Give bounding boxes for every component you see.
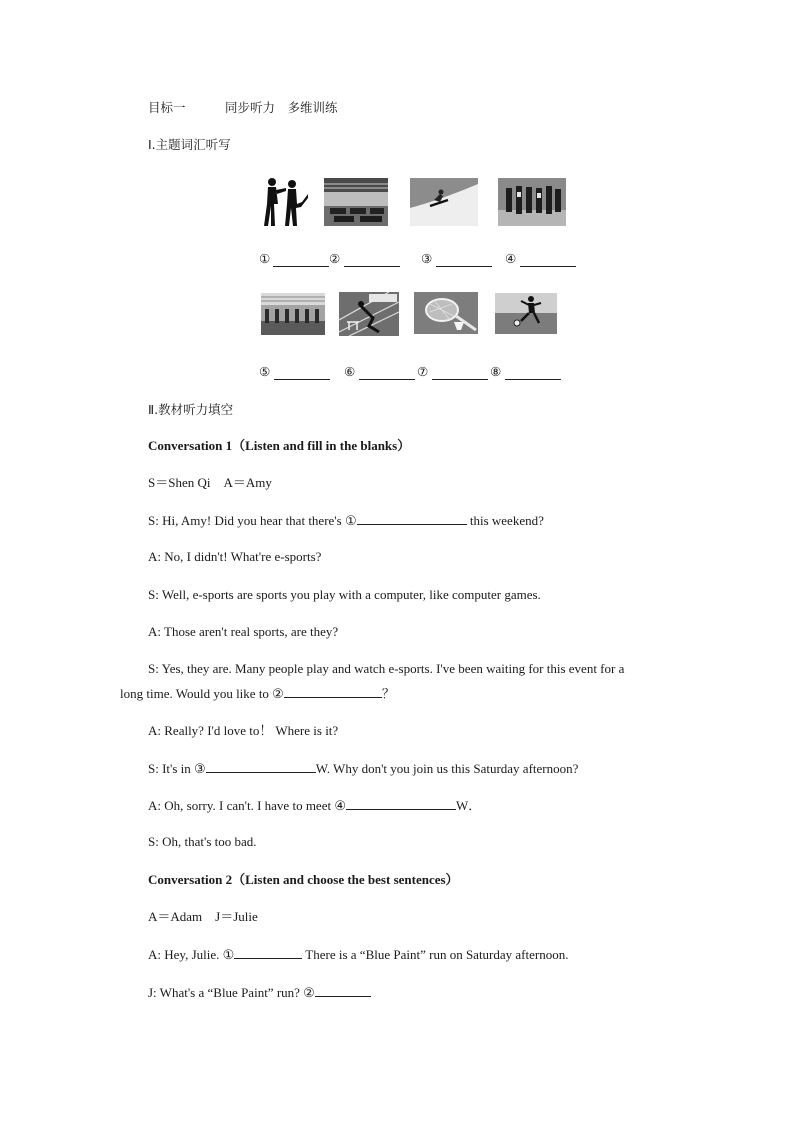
answer-blank-7[interactable] [432,367,488,380]
conversation2-speakers: A＝Adam J＝Julie [148,909,258,924]
conversation2-line-2: J: What's a “Blue Paint” run? ② [148,984,371,1001]
answer-blank-4[interactable] [520,254,576,267]
number-8: ⑧ [490,364,502,379]
conversation1-line-3: S: Well, e-sports are sports you play with a computer, like computer games. [148,587,541,602]
conversation1-line-6: long time. Would you like to ② ？ [120,686,395,701]
number-4: ④ [505,251,517,266]
answer-blank-5[interactable] [274,367,330,380]
number-3: ③ [421,251,433,266]
conversation1-line-2: A: No, I didn't! What're e-sports? [148,549,322,564]
conversation2-heading: Conversation 2（Listen and choose the best sentences） [148,872,459,887]
snowboarding-picture [410,178,478,226]
answer-blank-3[interactable] [436,254,492,267]
badminton-racket-picture [414,292,478,334]
hurdles-on-track-picture [339,292,399,336]
conversation1-line-10: S: Oh, that's too bad. [148,834,257,849]
part2-title: Ⅱ.教材听力填空 [148,402,234,417]
goal-label: 目标一 [148,100,186,115]
conversation1-line-7: A: Really? I'd love to！ Where is it? [148,723,339,738]
number-1: ① [259,251,271,266]
conversation1-line-4: A: Those aren't real sports, are they? [148,624,339,639]
table-tennis-hall-picture [324,178,388,226]
conv1-blank-2[interactable] [284,685,382,698]
answer-blank-2[interactable] [344,254,400,267]
conversation1-line-8: S: It's in ③ W. Why don't you join us this Saturday afternoon? [148,761,579,776]
number-7: ⑦ [417,364,429,379]
conv2-blank-1[interactable] [234,946,302,959]
answer-blank-8[interactable] [505,367,561,380]
conversation1-line-5: S: Yes, they are. Many people play and watch e-sports. I've been waiting for this event for a [148,661,625,676]
goal-title: 同步听力 多维训练 [225,100,338,115]
marathon-runners-picture [498,178,566,226]
conv1-blank-3[interactable] [206,760,316,773]
conversation1-line-9: A: Oh, sorry. I can't. I have to meet ④ W． [148,798,482,813]
soccer-player-picture [495,293,557,334]
number-2: ② [329,251,341,266]
answer-blank-1[interactable] [273,254,329,267]
number-6: ⑥ [344,364,356,379]
number-5: ⑤ [259,364,271,379]
answer-blank-6[interactable] [359,367,415,380]
conv1-blank-1[interactable] [357,512,467,525]
conv1-blank-4[interactable] [346,797,456,810]
conv2-blank-2[interactable] [315,984,371,997]
gym-treadmills-picture [261,293,325,335]
conversation2-line-1: A: Hey, Julie. ① There is a “Blue Paint” run on Saturday afternoon. [148,947,569,962]
conversation1-speakers: S＝Shen Qi A＝Amy [148,475,272,490]
part1-title: Ⅰ.主题词汇听写 [148,137,231,152]
conversation1-line-1: S: Hi, Amy! Did you hear that there's ① this weekend? [148,513,544,528]
conversation1-heading: Conversation 1（Listen and fill in the blanks） [148,438,411,453]
kickboxing-picture [256,174,308,230]
